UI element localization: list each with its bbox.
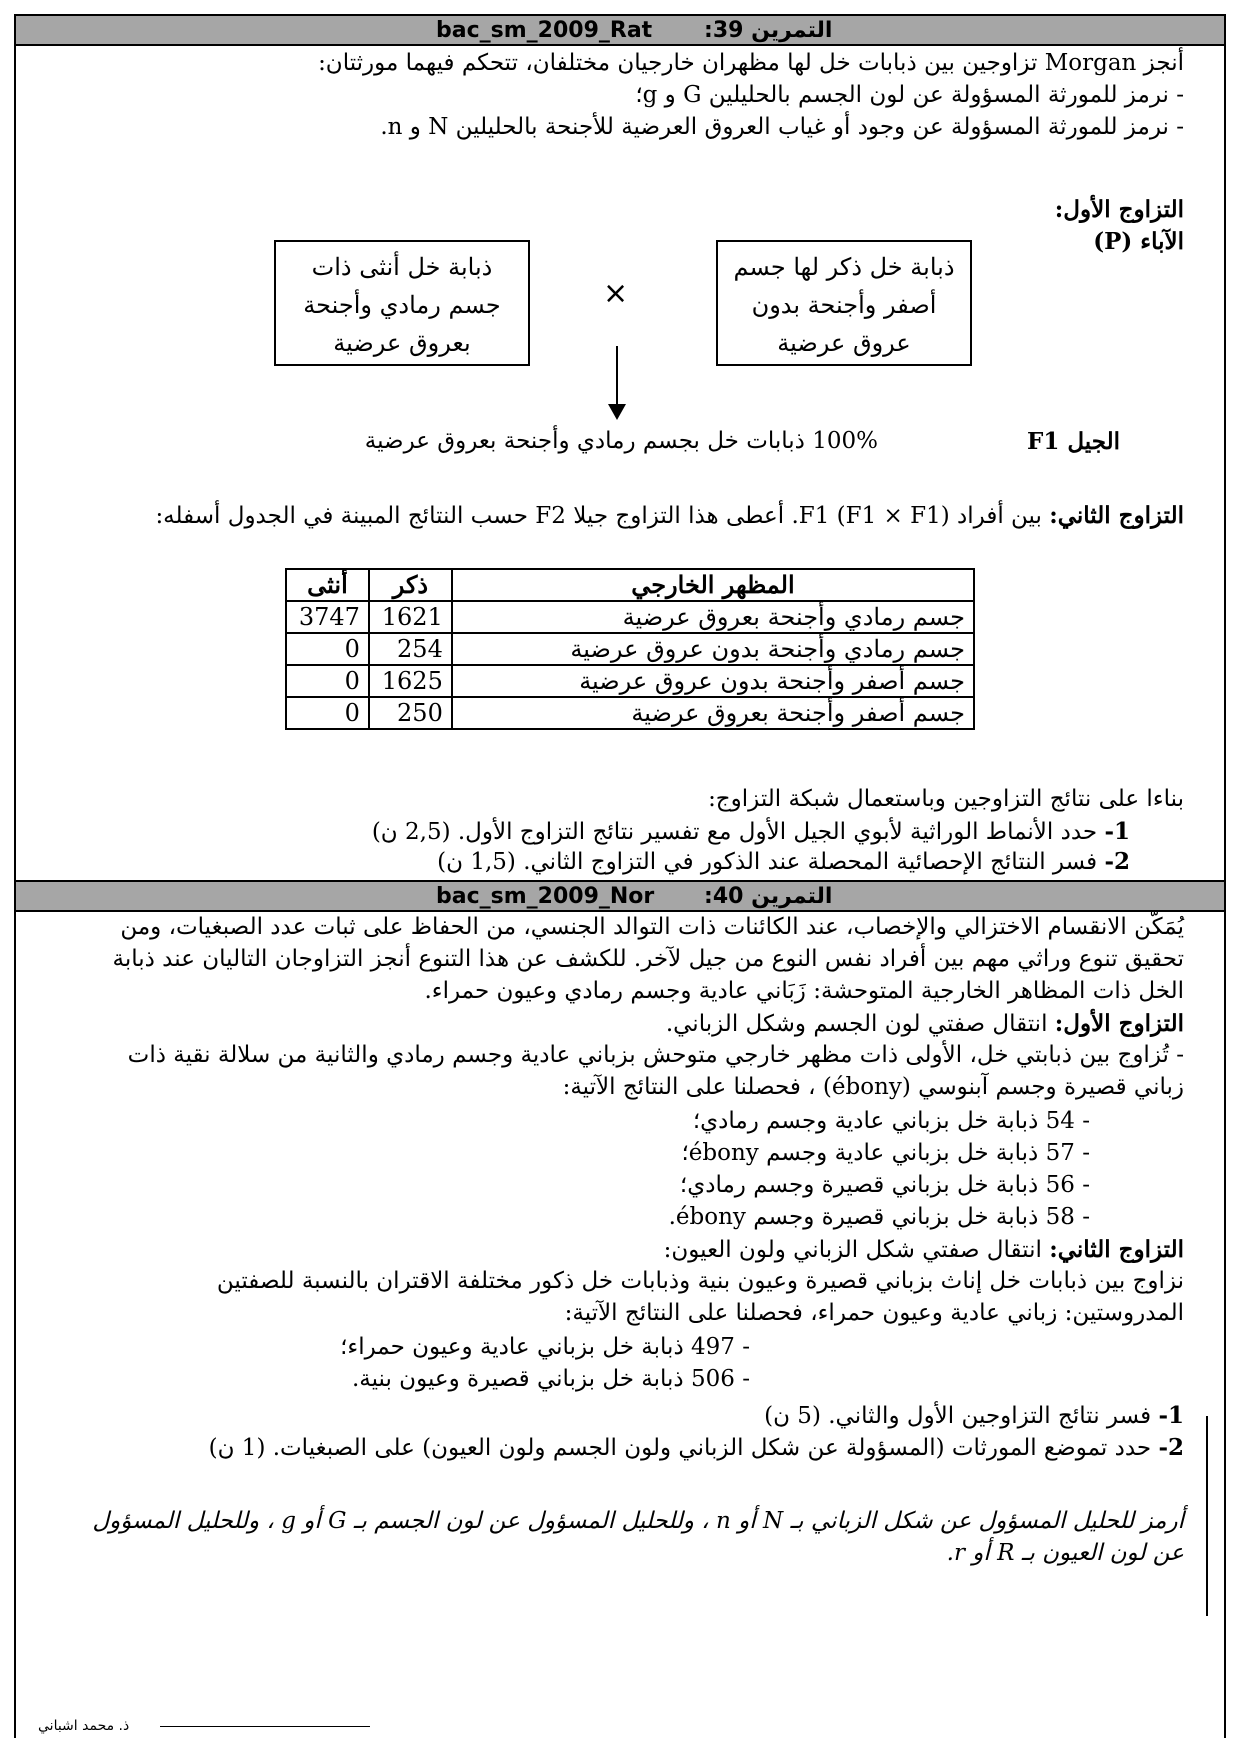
- ex39-intro-1: أنجز Morgan تزاوجين بين ذبابات خل لها مظهران خارجيان مختلفان، تتحكم فيهما مورثتان:: [318, 50, 1184, 76]
- footer-rule: [160, 1726, 370, 1727]
- ex40-cross2-result-2: - 506 ذبابة خل بزباني قصيرة وعيون بنية.: [351, 1366, 750, 1392]
- ex40-question-1: [764, 1402, 1184, 1429]
- exercise-39-code: bac_sm_2009_Rat: [436, 18, 653, 43]
- ex40-cross2-text-2: المدروستين: زباني عادية وعيون حمراء، فحصلنا على النتائج الآتية:: [564, 1300, 1184, 1326]
- table-cell-female: 0: [286, 665, 369, 697]
- exercise-39-number: التمرين 39:: [704, 18, 833, 43]
- ex39-intro-2: - نرمز للمورثة المسؤولة عن لون الجسم بالحليلين G و g؛: [635, 82, 1184, 108]
- f1-result: 100% ذبابات خل بجسم رمادي وأجنحة بعروق عرضية: [364, 428, 878, 454]
- female-box-line-1: ذبابة خل أنثى ذات: [311, 253, 493, 281]
- ex39-question-2: [437, 848, 1130, 875]
- table-cell-male: 254: [369, 633, 452, 665]
- male-box-line-3: عروق عرضية: [777, 329, 911, 357]
- ex39-based-on: بناءا على نتائج التزاوجين وباستعمال شبكة التزاوج:: [708, 786, 1184, 812]
- ex40-cross1-result-4: - 58 ذبابة خل بزباني قصيرة وجسم ébony.: [668, 1204, 1090, 1230]
- table-row: [286, 665, 974, 697]
- ex39-cross1-title: التزاوج الأول:: [1054, 196, 1184, 223]
- ex40-q2-text: حدد تموضع المورثات (المسؤولة عن شكل الزباني ولون الجسم ولون العيون) على الصبغيات. (1 ن): [208, 1435, 1152, 1461]
- ex40-intro-3: الخل ذات المظاهر الخارجية المتوحشة: زَبَاني عادية وجسم رمادي وعيون حمراء.: [424, 978, 1184, 1004]
- ex39-q2-number: 2-: [1104, 848, 1130, 875]
- ex40-cross1-subtitle: انتقال صفتي لون الجسم وشكل الزباني.: [665, 1011, 1048, 1037]
- table-cell-desc: جسم أصفر وأجنحة بعروق عرضية: [452, 697, 974, 729]
- ex39-intro-3: - نرمز للمورثة المسؤولة عن وجود أو غياب العروق العرضية للأجنحة بالحليلين N و n.: [380, 114, 1184, 140]
- table-cell-male: 1621: [369, 601, 452, 633]
- female-parent-box: [274, 240, 530, 366]
- f2-results-table: [285, 568, 975, 730]
- table-row: [286, 633, 974, 665]
- f1-label: الجيل F1: [1027, 428, 1120, 455]
- table-cell-female: 3747: [286, 601, 369, 633]
- male-box-line-2: أصفر وأجنحة بدون: [751, 291, 937, 319]
- cross-symbol: ×: [603, 276, 629, 311]
- exercise-40-header: [14, 880, 1226, 912]
- ex40-cross1: [666, 1010, 1184, 1037]
- table-header-female: أنثى: [286, 569, 369, 601]
- ex40-cross2-result-1: - 497 ذبابة خل بزباني عادية وعيون حمراء؛: [340, 1334, 750, 1360]
- table-row: [286, 697, 974, 729]
- ex40-cross2-text-1: نزاوج بين ذبابات خل إناث بزباني قصيرة وعيون بنية وذبابات خل ذكور مختلفة الاقتران بالنسبة للصفتين: [216, 1268, 1184, 1294]
- ex40-intro-2: تحقيق تنوع وراثي مهم بين أفراد نفس النوع من جيل لآخر. للكشف عن هذا التنوع أنجز التزاوجان التاليان عند ذبابة: [112, 946, 1184, 972]
- author-signature: ذ. محمد اشباني: [38, 1718, 130, 1734]
- ex39-cross2: [155, 502, 1184, 529]
- table-cell-desc: جسم رمادي وأجنحة بدون عروق عرضية: [452, 633, 974, 665]
- arrow-head-icon: [608, 404, 626, 420]
- ex39-q1-text: حدد الأنماط الوراثية لأبوي الجيل الأول مع تفسير نتائج التزاوج الأول. (2,5 ن): [371, 819, 1098, 845]
- ex40-cross2: [664, 1236, 1184, 1263]
- ex40-note-2: عن لون العيون بـ R أو r.: [946, 1540, 1184, 1566]
- down-arrow-icon: [616, 346, 618, 410]
- ex40-q1-text: فسر نتائج التزاوجين الأول والثاني. (5 ن): [764, 1403, 1152, 1429]
- ex40-q2-number: 2-: [1158, 1434, 1184, 1461]
- ex39-parents-label: الآباء (P): [1093, 228, 1184, 255]
- table-header-row: [286, 569, 974, 601]
- table-cell-male: 250: [369, 697, 452, 729]
- ex40-cross2-subtitle: انتقال صفتي شكل الزباني ولون العيون:: [663, 1237, 1042, 1263]
- ex39-cross2-text: بين أفراد F1 (F1 × F1). أعطى هذا التزاوج جيلا F2 حسب النتائج المبينة في الجدول أسفله:: [155, 503, 1042, 529]
- ex39-q1-number: 1-: [1104, 818, 1130, 845]
- male-box-line-1: ذبابة خل ذكر لها جسم: [733, 253, 955, 281]
- table-cell-desc: جسم رمادي وأجنحة بعروق عرضية: [452, 601, 974, 633]
- exercise-40-number: التمرين 40:: [704, 884, 833, 909]
- ex40-cross1-title: التزاوج الأول:: [1054, 1010, 1184, 1037]
- table-header-phenotype: المظهر الخارجي: [452, 569, 974, 601]
- table-cell-male: 1625: [369, 665, 452, 697]
- ex40-cross2-title: التزاوج الثاني:: [1049, 1236, 1184, 1263]
- ex40-cross1-result-3: - 56 ذبابة خل بزباني قصيرة وجسم رمادي؛: [679, 1172, 1090, 1198]
- page-frame: [14, 14, 1226, 1738]
- margin-rule: [1206, 1416, 1208, 1616]
- ex40-cross1-text-1: - تُزاوج بين ذبابتي خل، الأولى ذات مظهر خارجي متوحش بزباني عادية وجسم رمادي والثانية من سلالة نقية ذات: [127, 1042, 1184, 1068]
- exercise-40-code: bac_sm_2009_Nor: [436, 884, 655, 909]
- ex39-question-1: [372, 818, 1130, 845]
- table-cell-female: 0: [286, 697, 369, 729]
- ex40-question-2: [209, 1434, 1184, 1461]
- ex40-cross1-result-1: - 54 ذبابة خل بزباني عادية وجسم رمادي؛: [692, 1108, 1090, 1134]
- table-cell-female: 0: [286, 633, 369, 665]
- ex39-q2-text: فسر النتائج الإحصائية المحصلة عند الذكور في التزاوج الثاني. (1,5 ن): [437, 849, 1098, 875]
- female-box-line-2: جسم رمادي وأجنحة: [303, 291, 501, 319]
- ex40-cross1-text-2: زباني قصيرة وجسم آبنوسي (ébony) ، فحصلنا على النتائج الآتية:: [562, 1074, 1184, 1100]
- male-parent-box: [716, 240, 972, 366]
- ex40-note-1: أرمز للحليل المسؤول عن شكل الزباني بـ N أو n ، وللحليل المسؤول عن لون الجسم بـ G أو g ، وللحليل المسؤول: [92, 1508, 1184, 1534]
- ex40-q1-number: 1-: [1158, 1402, 1184, 1429]
- ex40-intro-1: يُمَكّن الانقسام الاختزالي والإخصاب، عند الكائنات ذات التوالد الجنسي، من الحفاظ على ثبات عدد الصبغيات، ومن: [120, 914, 1184, 940]
- female-box-line-3: بعروق عرضية: [333, 329, 471, 357]
- exercise-39-header: [14, 14, 1226, 46]
- ex39-cross2-title: التزاوج الثاني:: [1049, 502, 1184, 529]
- table-header-male: ذكر: [369, 569, 452, 601]
- ex40-cross1-result-2: - 57 ذبابة خل بزباني عادية وجسم ébony؛: [681, 1140, 1090, 1166]
- table-row: [286, 601, 974, 633]
- table-cell-desc: جسم أصفر وأجنحة بدون عروق عرضية: [452, 665, 974, 697]
